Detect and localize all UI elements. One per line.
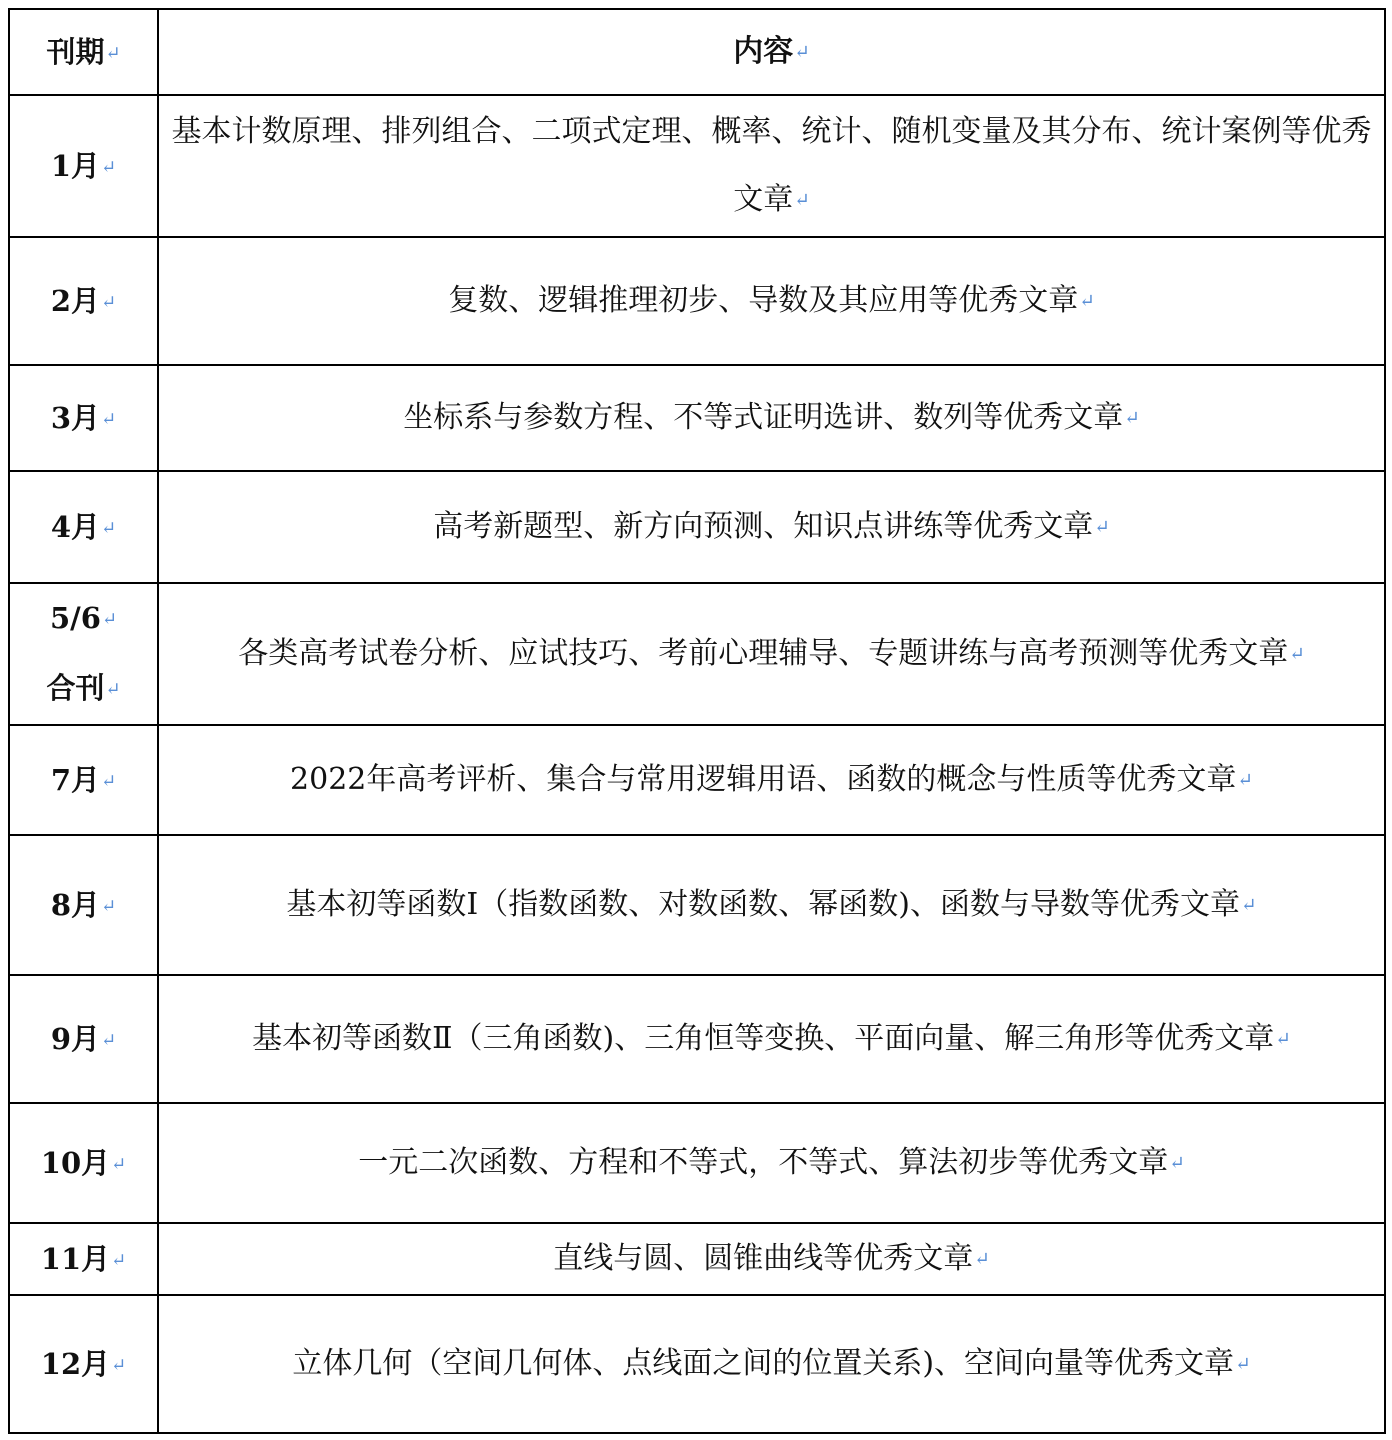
issue-label: 9月 <box>50 1021 101 1056</box>
content-text: 一元二次函数、方程和不等式，不等式、算法初步等优秀文章 <box>358 1144 1169 1180</box>
content-text: 复数、逻辑推理初步、导数及其应用等优秀文章 <box>448 282 1079 318</box>
table-row <box>9 1103 1385 1223</box>
issue-cell <box>9 365 158 471</box>
content-cell <box>158 237 1385 365</box>
content-cell <box>158 365 1385 471</box>
issue-cell <box>9 95 158 237</box>
issue-label: 12月 <box>40 1346 111 1381</box>
content-cell <box>158 1223 1385 1295</box>
paragraph-mark-icon: ↵ <box>1240 894 1257 916</box>
table-row <box>9 975 1385 1103</box>
paragraph-mark-icon: ↵ <box>1237 769 1253 791</box>
issue-cell <box>9 583 158 725</box>
table-row <box>9 583 1385 725</box>
content-cell <box>158 95 1385 237</box>
paragraph-mark-icon: ↵ <box>1094 516 1110 538</box>
issue-label: 8月 <box>50 887 101 922</box>
content-text: 基本计数原理、排列组合、二项式定理、概率、统计、随机变量及其分布、统计案例等优秀文章 <box>171 113 1372 217</box>
paragraph-mark-icon: ↵ <box>111 1249 127 1271</box>
paragraph-mark-icon: ↵ <box>105 42 121 64</box>
issue-label: 4月 <box>50 509 101 544</box>
paragraph-mark-icon: ↵ <box>1079 290 1095 312</box>
paragraph-mark-icon: ↵ <box>101 895 117 917</box>
content-text: 各类高考试卷分析、应试技巧、考前心理辅导、专题讲练与高考预测等优秀文章 <box>238 635 1289 671</box>
content-text: 立体几何（空间几何体、点线面之间的位置关系)、空间向量等优秀文章 <box>292 1345 1235 1381</box>
content-cell <box>158 725 1385 835</box>
paragraph-mark-icon: ↵ <box>111 1354 127 1376</box>
issue-label: 2月 <box>50 283 101 318</box>
paragraph-mark-icon: ↵ <box>101 156 117 178</box>
table-header-row <box>9 9 1385 95</box>
header-issue-cell <box>9 9 158 95</box>
table-row <box>9 835 1385 975</box>
issue-label: 合刊 <box>46 671 105 705</box>
content-text: 基本初等函数Ⅱ（三角函数)、三角恒等变换、平面向量、解三角形等优秀文章 <box>252 1020 1275 1056</box>
paragraph-mark-icon: ↵ <box>974 1248 990 1270</box>
content-cell <box>158 1295 1385 1433</box>
header-content-cell <box>158 9 1385 95</box>
content-cell <box>158 975 1385 1103</box>
issue-cell <box>9 1103 158 1223</box>
paragraph-mark-icon: ↵ <box>101 517 117 539</box>
content-text: 2022年高考评析、集合与常用逻辑用语、函数的概念与性质等优秀文章 <box>290 761 1237 797</box>
issue-label: 5/6 <box>49 601 101 635</box>
content-cell <box>158 583 1385 725</box>
paragraph-mark-icon: ↵ <box>1289 643 1305 665</box>
content-cell <box>158 835 1385 975</box>
table-row <box>9 471 1385 583</box>
issue-label: 7月 <box>50 762 101 797</box>
content-text: 基本初等函数Ⅰ（指数函数、对数函数、幂函数)、函数与导数等优秀文章 <box>286 886 1240 922</box>
paragraph-mark-icon: ↵ <box>794 189 810 211</box>
issue-cell <box>9 1295 158 1433</box>
issue-cell <box>9 725 158 835</box>
issue-cell <box>9 975 158 1103</box>
issue-cell <box>9 1223 158 1295</box>
paragraph-mark-icon: ↵ <box>1169 1152 1185 1174</box>
issue-label: 3月 <box>50 400 101 435</box>
content-text: 直线与圆、圆锥曲线等优秀文章 <box>553 1240 974 1276</box>
paragraph-mark-icon: ↵ <box>105 679 121 700</box>
header-content-label: 内容 <box>733 33 794 69</box>
issue-label: 10月 <box>40 1145 111 1180</box>
content-text: 高考新题型、新方向预测、知识点讲练等优秀文章 <box>433 508 1094 544</box>
issue-cell <box>9 471 158 583</box>
table-row <box>9 1295 1385 1433</box>
table-row <box>9 237 1385 365</box>
paragraph-mark-icon: ↵ <box>101 291 117 313</box>
content-cell <box>158 471 1385 583</box>
issue-cell <box>9 237 158 365</box>
paragraph-mark-icon: ↵ <box>794 41 810 63</box>
paragraph-mark-icon: ↵ <box>1275 1028 1291 1050</box>
issue-cell <box>9 835 158 975</box>
header-issue-label: 刊期 <box>46 34 105 69</box>
paragraph-mark-icon: ↵ <box>111 1153 127 1175</box>
table-row <box>9 725 1385 835</box>
issue-label: 1月 <box>50 148 101 183</box>
content-text: 坐标系与参数方程、不等式证明选讲、数列等优秀文章 <box>403 399 1124 435</box>
table-row <box>9 365 1385 471</box>
content-cell <box>158 1103 1385 1223</box>
paragraph-mark-icon: ↵ <box>101 770 117 792</box>
table-row <box>9 95 1385 237</box>
paragraph-mark-icon: ↵ <box>1124 407 1140 429</box>
paragraph-mark-icon: ↵ <box>1235 1353 1251 1375</box>
issue-label: 11月 <box>40 1241 111 1276</box>
paragraph-mark-icon: ↵ <box>101 408 117 430</box>
issue-content-table <box>8 8 1386 1434</box>
paragraph-mark-icon: ↵ <box>101 609 117 630</box>
table-row <box>9 1223 1385 1295</box>
paragraph-mark-icon: ↵ <box>101 1029 117 1051</box>
